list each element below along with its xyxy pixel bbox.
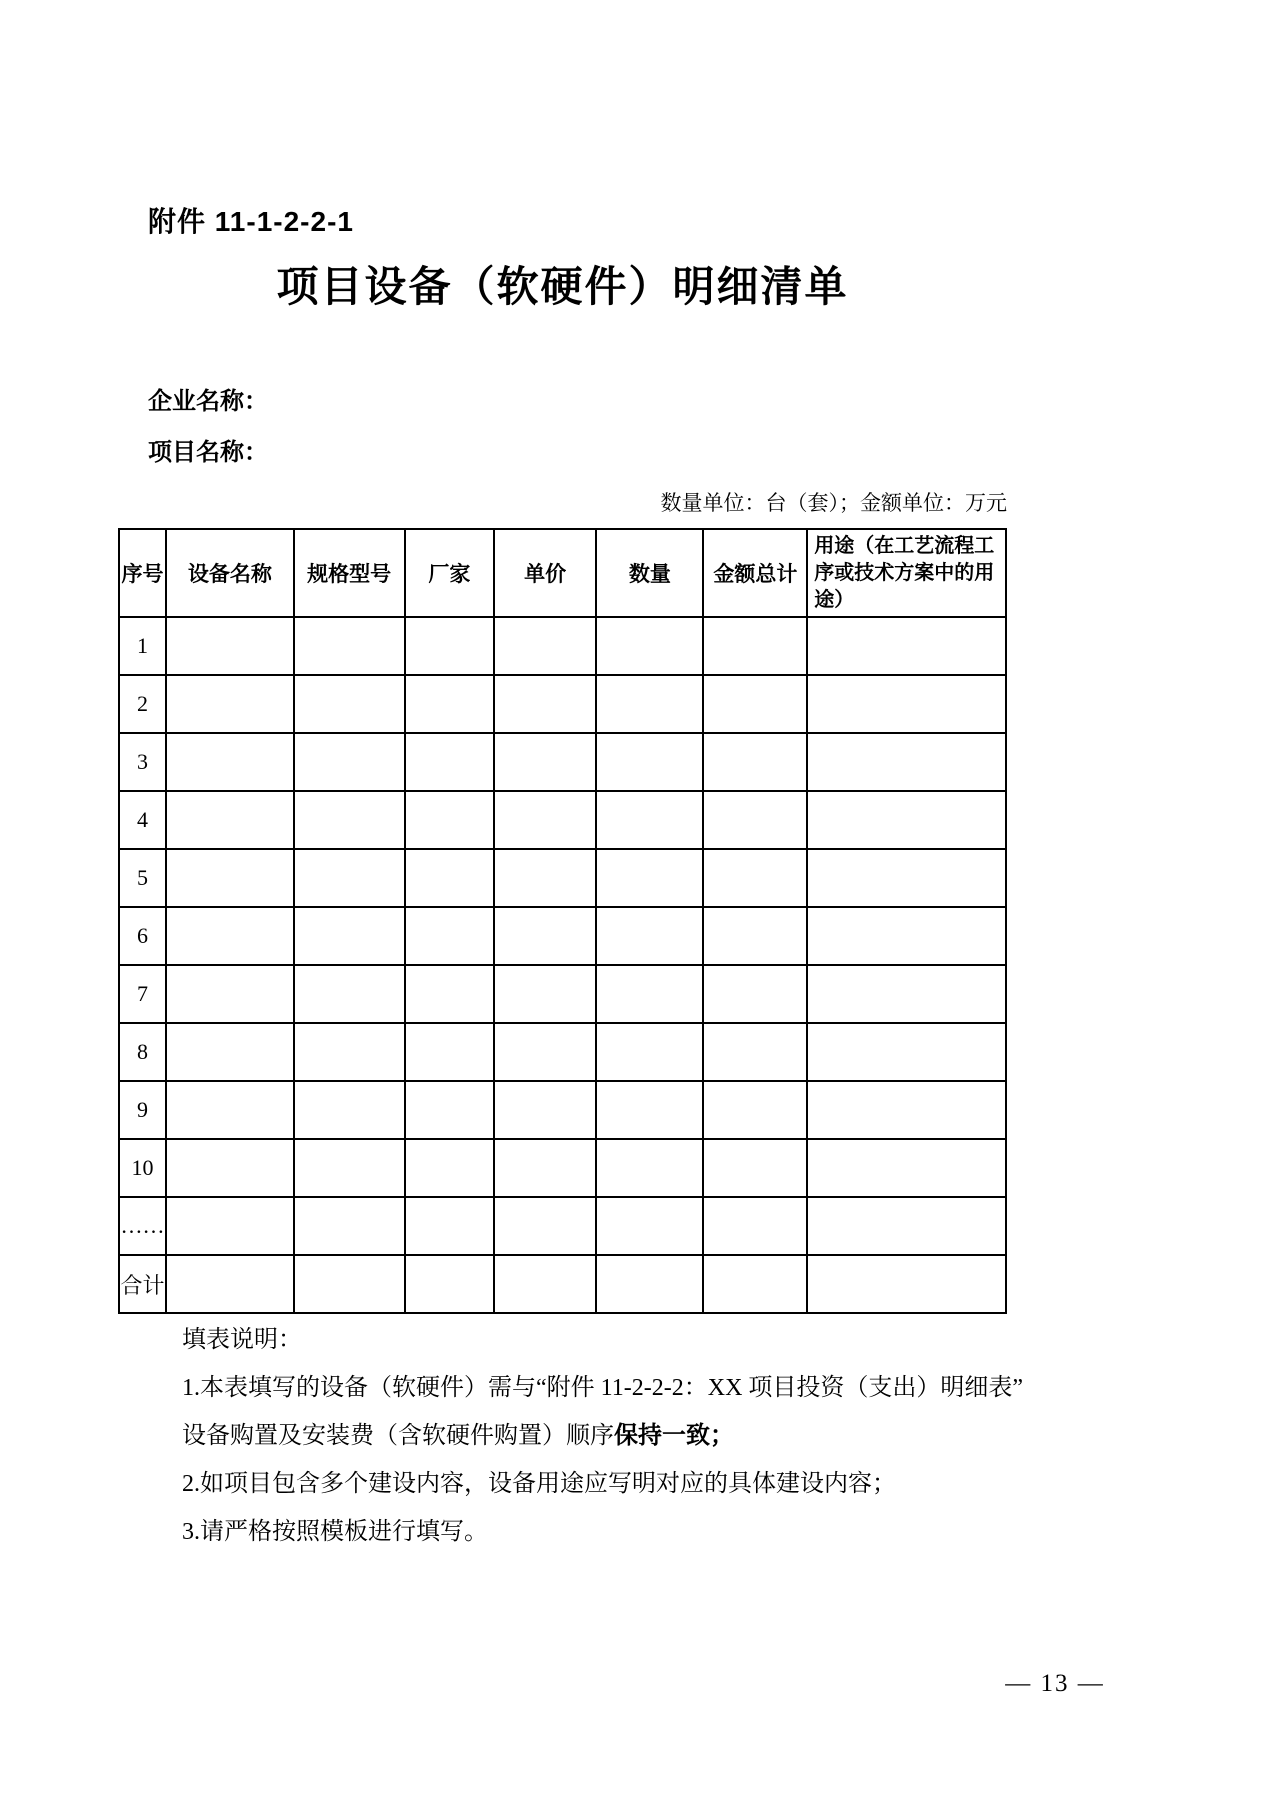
note-1-line-1: 1.本表填写的设备（软硬件）需与“附件 11-2-2-2：XX 项目投资（支出）明细表” [182,1375,1024,1401]
table-head-row [119,529,1006,617]
empty-cell [294,733,405,791]
table-row [119,965,1006,1023]
empty-cell [405,1197,495,1255]
empty-cell [166,617,294,675]
row-label: 8 [119,1023,166,1081]
empty-cell [703,617,807,675]
empty-cell [405,733,495,791]
empty-cell [405,1081,495,1139]
empty-cell [596,1139,703,1197]
empty-cell [494,849,596,907]
row-label: 10 [119,1139,166,1197]
empty-cell [166,1255,294,1313]
row-label: 5 [119,849,166,907]
empty-cell [166,965,294,1023]
empty-cell [596,965,703,1023]
table-row [119,791,1006,849]
empty-cell [494,1081,596,1139]
empty-cell [807,675,1006,733]
table-row [119,907,1006,965]
row-label: 2 [119,675,166,733]
empty-cell [166,907,294,965]
empty-cell [494,1255,596,1313]
note-2: 2.如项目包含多个建设内容，设备用途应写明对应的具体建设内容； [182,1471,896,1497]
table-row [119,733,1006,791]
empty-cell [596,675,703,733]
empty-cell [494,733,596,791]
empty-cell [294,675,405,733]
empty-cell [807,617,1006,675]
page-title: 项目设备（软硬件）明细清单 [276,265,849,311]
attachment-number-label: 附件 11-1-2-2-1 [148,206,354,237]
empty-cell [807,1081,1006,1139]
empty-cell [166,1139,294,1197]
empty-cell [166,791,294,849]
empty-cell [405,1255,495,1313]
empty-cell [494,1023,596,1081]
row-label: 3 [119,733,166,791]
row-label: …… [119,1197,166,1255]
empty-cell [294,1023,405,1081]
empty-cell [703,1139,807,1197]
empty-cell [703,675,807,733]
row-label: 9 [119,1081,166,1139]
empty-cell [166,675,294,733]
note-1-line-2-bold: 保持一致； [614,1423,734,1449]
empty-cell [807,907,1006,965]
empty-cell [494,675,596,733]
project-name-label: 项目名称： [148,440,268,466]
unit-note: 数量单位：台（套）；金额单位：万元 [660,491,1007,515]
empty-cell [703,1197,807,1255]
company-name-label: 企业名称： [148,389,268,415]
empty-cell [596,1081,703,1139]
empty-cell [405,1139,495,1197]
column-header: 设备名称 [166,529,294,617]
column-header: 金额总计 [703,529,807,617]
empty-cell [596,907,703,965]
table-row [119,1023,1006,1081]
empty-cell [596,733,703,791]
column-header: 用途（在工艺流程工序或技术方案中的用途） [807,529,1006,617]
column-header: 数量 [596,529,703,617]
table-row [119,675,1006,733]
empty-cell [703,965,807,1023]
empty-cell [405,617,495,675]
empty-cell [405,1023,495,1081]
empty-cell [405,907,495,965]
empty-cell [494,617,596,675]
table-row [119,1255,1006,1313]
empty-cell [703,907,807,965]
empty-cell [703,1081,807,1139]
empty-cell [166,1081,294,1139]
row-label: 4 [119,791,166,849]
empty-cell [807,1197,1006,1255]
empty-cell [703,791,807,849]
empty-cell [294,849,405,907]
empty-cell [807,1255,1006,1313]
note-1-line-2-normal: 设备购置及安装费（含软硬件购置）顺序 [182,1423,614,1449]
page-number: — 13 — [1005,1670,1105,1697]
empty-cell [494,1139,596,1197]
row-label: 1 [119,617,166,675]
empty-cell [294,965,405,1023]
empty-cell [703,733,807,791]
empty-cell [294,791,405,849]
empty-cell [294,1197,405,1255]
empty-cell [596,791,703,849]
empty-cell [596,617,703,675]
column-header: 规格型号 [294,529,405,617]
empty-cell [494,1197,596,1255]
empty-cell [294,1255,405,1313]
row-label: 6 [119,907,166,965]
column-header: 单价 [494,529,596,617]
empty-cell [166,733,294,791]
empty-cell [494,791,596,849]
table-row [119,849,1006,907]
empty-cell [405,965,495,1023]
table-row [119,1139,1006,1197]
empty-cell [494,965,596,1023]
table-row [119,617,1006,675]
empty-cell [807,1023,1006,1081]
empty-cell [807,791,1006,849]
row-label: 合计 [119,1255,166,1313]
empty-cell [703,1023,807,1081]
empty-cell [596,1255,703,1313]
column-header: 厂家 [405,529,495,617]
notes-heading: 填表说明： [182,1327,302,1353]
empty-cell [294,907,405,965]
table-row [119,1081,1006,1139]
empty-cell [596,1197,703,1255]
empty-cell [596,1023,703,1081]
row-label: 7 [119,965,166,1023]
empty-cell [405,849,495,907]
empty-cell [596,849,703,907]
empty-cell [294,1081,405,1139]
note-3: 3.请严格按照模板进行填写。 [182,1519,488,1545]
empty-cell [807,965,1006,1023]
table-row [119,1197,1006,1255]
empty-cell [166,1197,294,1255]
empty-cell [294,1139,405,1197]
empty-cell [166,849,294,907]
column-header: 序号 [119,529,166,617]
note-1-line-2 [182,1422,1042,1450]
empty-cell [703,1255,807,1313]
empty-cell [294,617,405,675]
fill-in-notes [182,1326,1042,1566]
empty-cell [166,1023,294,1081]
table-body [119,617,1006,1313]
empty-cell [807,849,1006,907]
empty-cell [405,791,495,849]
empty-cell [807,733,1006,791]
empty-cell [494,907,596,965]
equipment-detail-table [118,528,1007,1314]
empty-cell [807,1139,1006,1197]
empty-cell [405,675,495,733]
empty-cell [703,849,807,907]
